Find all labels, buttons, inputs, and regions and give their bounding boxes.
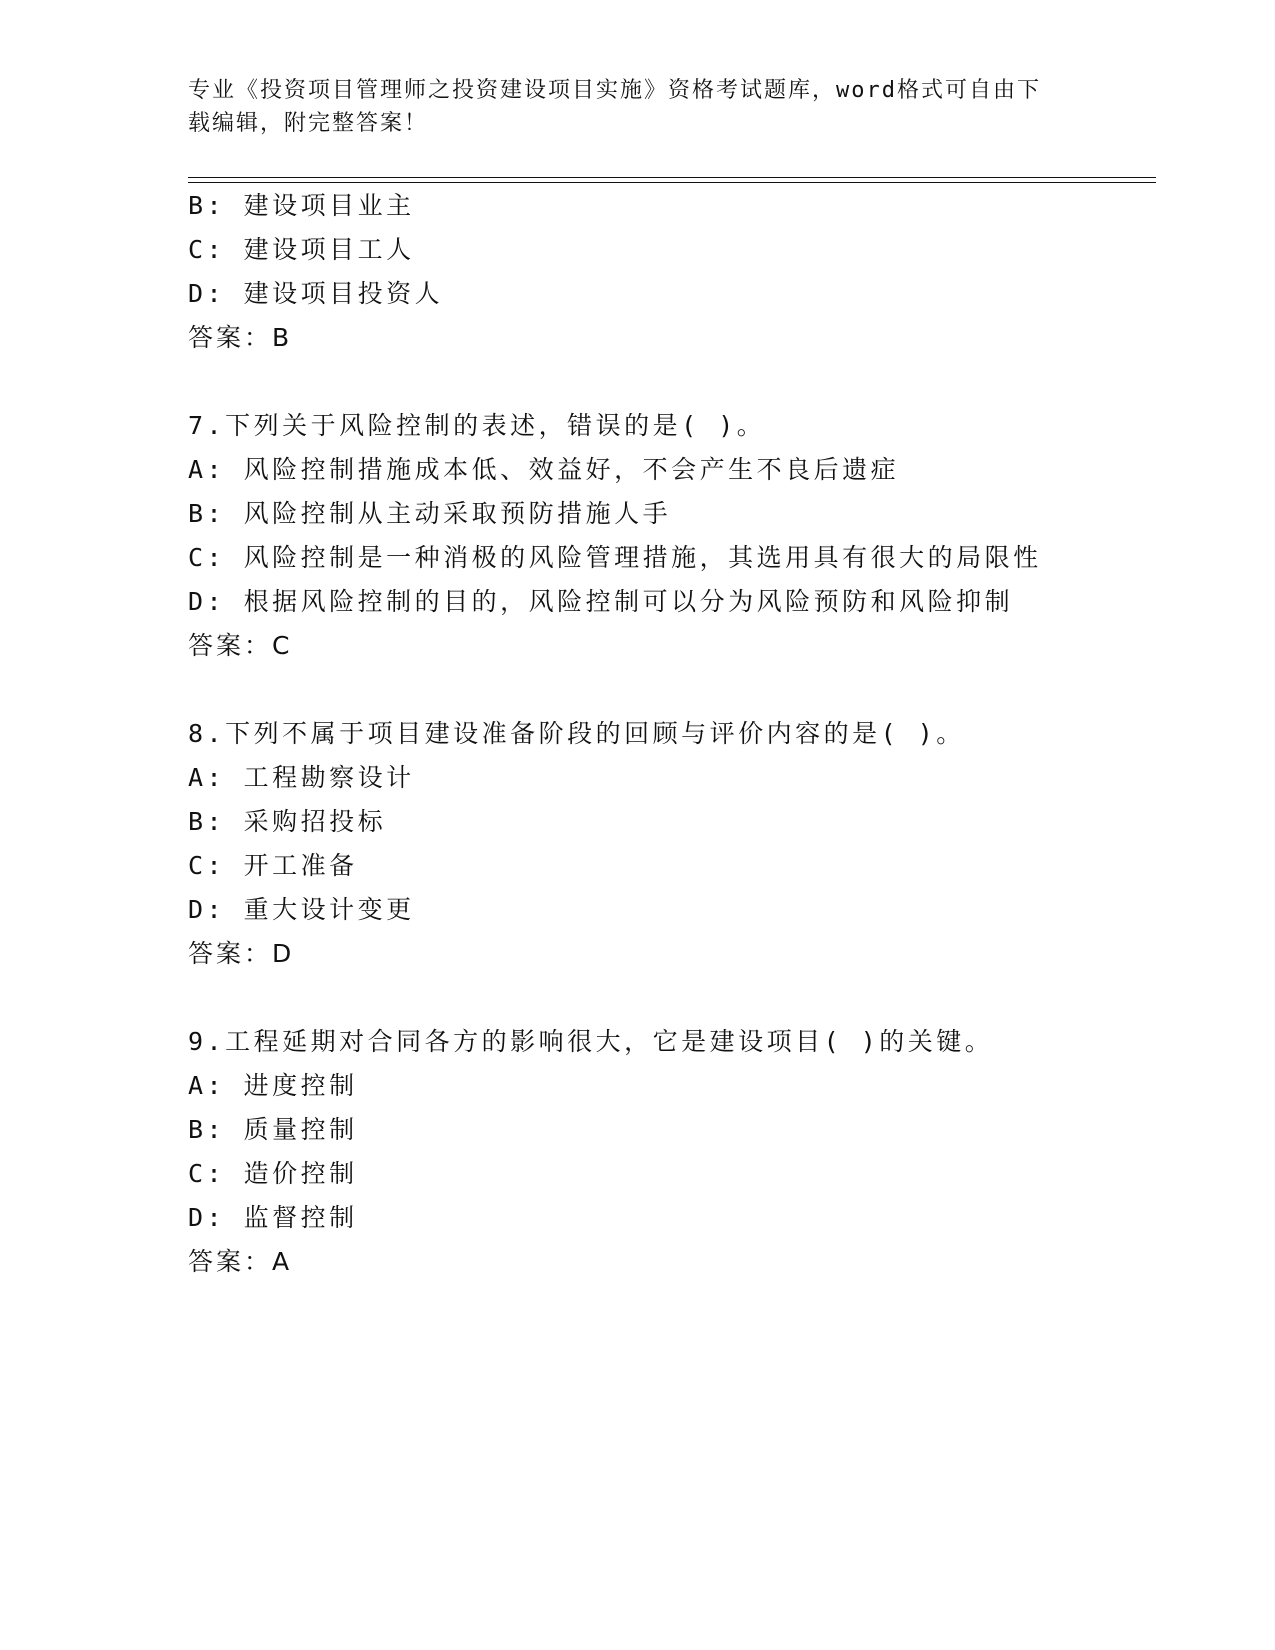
q7-question: 7.下列关于风险控制的表述，错误的是( )。: [188, 411, 766, 440]
q9-option-c: C: 造价控制: [188, 1159, 358, 1188]
header-rule-bottom: [188, 182, 1156, 183]
q8-question: 8.下列不属于项目建设准备阶段的回顾与评价内容的是( )。: [188, 719, 965, 748]
header-line-1: 专业《投资项目管理师之投资建设项目实施》资格考试题库，word格式可自由下: [188, 78, 1041, 103]
document-header: [188, 74, 1088, 140]
q6-option-d: D: 建设项目投资人: [188, 279, 444, 308]
q6-answer: 答案：B: [188, 323, 293, 352]
q7-option-d: D: 根据风险控制的目的，风险控制可以分为风险预防和风险抑制: [188, 587, 1014, 616]
q7-option-c: C: 风险控制是一种消极的风险管理措施，其选用具有很大的局限性: [188, 543, 1042, 572]
q7-answer: 答案：C: [188, 631, 293, 660]
q9-option-b: B: 质量控制: [188, 1115, 358, 1144]
header-line-2: 载编辑，附完整答案！: [188, 111, 429, 136]
q9-option-a: A: 进度控制: [188, 1071, 358, 1100]
q9-option-d: D: 监督控制: [188, 1203, 358, 1232]
q6-option-b: B: 建设项目业主: [188, 191, 415, 220]
q7-option-a: A: 风险控制措施成本低、效益好，不会产生不良后遗症: [188, 455, 900, 484]
q8-option-c: C: 开工准备: [188, 851, 358, 880]
q8-option-a: A: 工程勘察设计: [188, 763, 415, 792]
header-rule-top: [188, 177, 1156, 178]
q8-option-d: D: 重大设计变更: [188, 895, 415, 924]
q6-option-c: C: 建设项目工人: [188, 235, 415, 264]
q9-answer: 答案：A: [188, 1247, 293, 1276]
q7-option-b: B: 风险控制从主动采取预防措施人手: [188, 499, 672, 528]
q9-question: 9.工程延期对合同各方的影响很大，它是建设项目( )的关键。: [188, 1027, 994, 1056]
q8-option-b: B: 采购招投标: [188, 807, 387, 836]
q8-answer: 答案：D: [188, 939, 295, 968]
